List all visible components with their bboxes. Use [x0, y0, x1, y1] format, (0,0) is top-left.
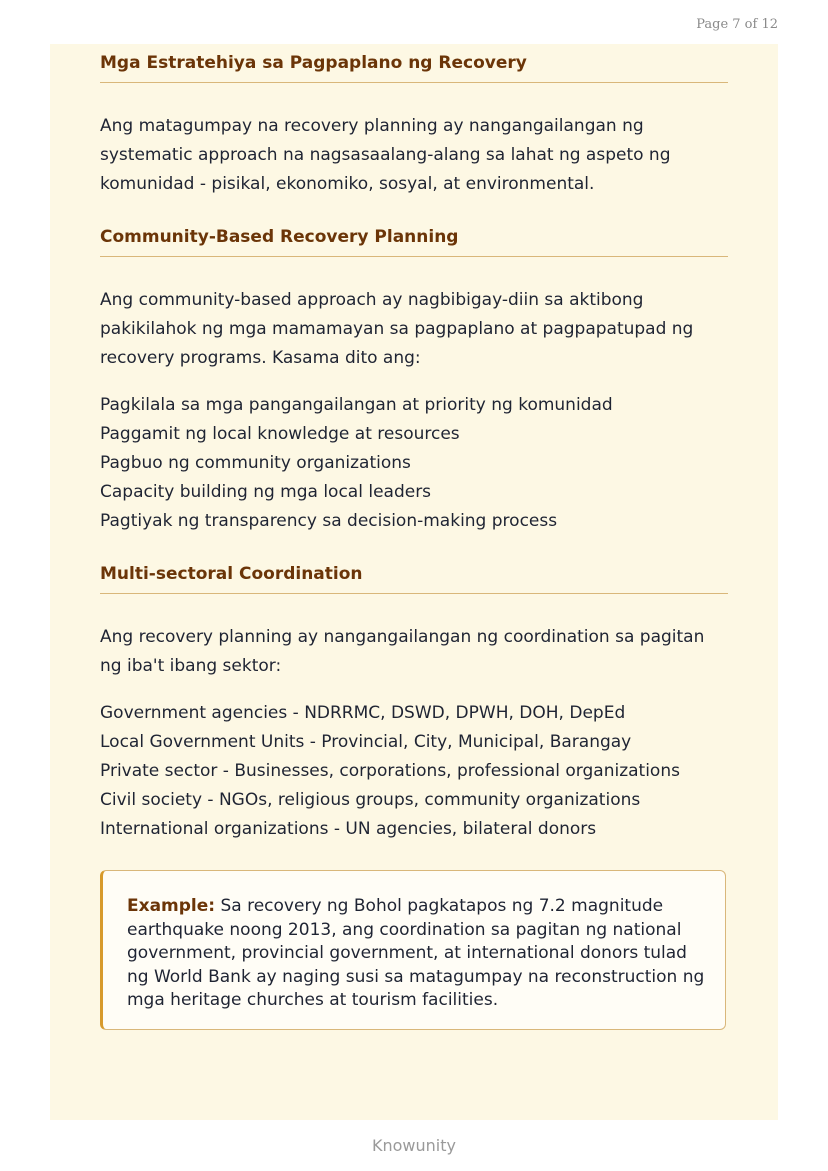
list-item: Paggamit ng local knowledge at resources — [100, 424, 460, 444]
paragraph-line: Ang recovery planning ay nangangailangan ng coordination sa pagitan — [100, 627, 705, 647]
section-heading: Community-Based Recovery Planning — [100, 227, 459, 247]
paragraph-line: pakikilahok ng mga mamamayan sa pagpaplano at pagpapatupad ng — [100, 319, 694, 339]
section-strategies — [100, 52, 728, 83]
community-paragraph — [100, 286, 728, 373]
section-multisectoral — [100, 563, 728, 594]
paragraph-line: Ang matagumpay na recovery planning ay nangangailangan ng — [100, 116, 644, 136]
document-page — [50, 44, 778, 1120]
multisectoral-list — [100, 699, 728, 844]
section-heading-wrap — [100, 563, 728, 594]
page-number: Page 7 of 12 — [696, 17, 778, 32]
footer-brand: Knowunity — [372, 1136, 456, 1155]
list-item: Local Government Units - Provincial, City, Municipal, Barangay — [100, 732, 632, 752]
list-item: Pagtiyak ng transparency sa decision-making process — [100, 511, 558, 531]
paragraph-line: komunidad - pisikal, ekonomiko, sosyal, at environmental. — [100, 174, 595, 194]
section-heading: Mga Estratehiya sa Pagpaplano ng Recovery — [100, 53, 527, 73]
community-list — [100, 391, 728, 536]
list-item: Private sector - Businesses, corporations, professional organizations — [100, 761, 680, 781]
list-item: Pagkilala sa mga pangangailangan at priority ng komunidad — [100, 395, 613, 415]
paragraph-line: ng iba't ibang sektor: — [100, 656, 282, 676]
section-heading-wrap — [100, 226, 728, 257]
example-body: Sa recovery ng Bohol pagkatapos ng 7.2 magnitude earthquake noong 2013, ang coordination sa pagitan ng national government, provincial government, at international donors tulad ng World Bank ay naging susi sa matagumpay na reconstruction ng mga heritage churches at tourism facilities. — [127, 896, 705, 1010]
section-community — [100, 226, 728, 257]
list-item: Government agencies - NDRRMC, DSWD, DPWH, DOH, DepEd — [100, 703, 626, 723]
list-item: International organizations - UN agencies, bilateral donors — [100, 819, 597, 839]
paragraph-line: systematic approach na nagsasaalang-alang sa lahat ng aspeto ng — [100, 145, 671, 165]
example-label: Example: — [127, 896, 216, 916]
section-heading-wrap — [100, 52, 728, 83]
example-text — [127, 895, 712, 1013]
example-callout — [100, 870, 726, 1030]
list-item: Civil society - NGOs, religious groups, community organizations — [100, 790, 641, 810]
paragraph-line: Ang community-based approach ay nagbibigay-diin sa aktibong — [100, 290, 644, 310]
strategies-paragraph — [100, 112, 728, 199]
multisectoral-paragraph — [100, 623, 728, 681]
section-heading: Multi-sectoral Coordination — [100, 564, 363, 584]
list-item: Pagbuo ng community organizations — [100, 453, 411, 473]
paragraph-line: recovery programs. Kasama dito ang: — [100, 348, 421, 368]
list-item: Capacity building ng mga local leaders — [100, 482, 432, 502]
